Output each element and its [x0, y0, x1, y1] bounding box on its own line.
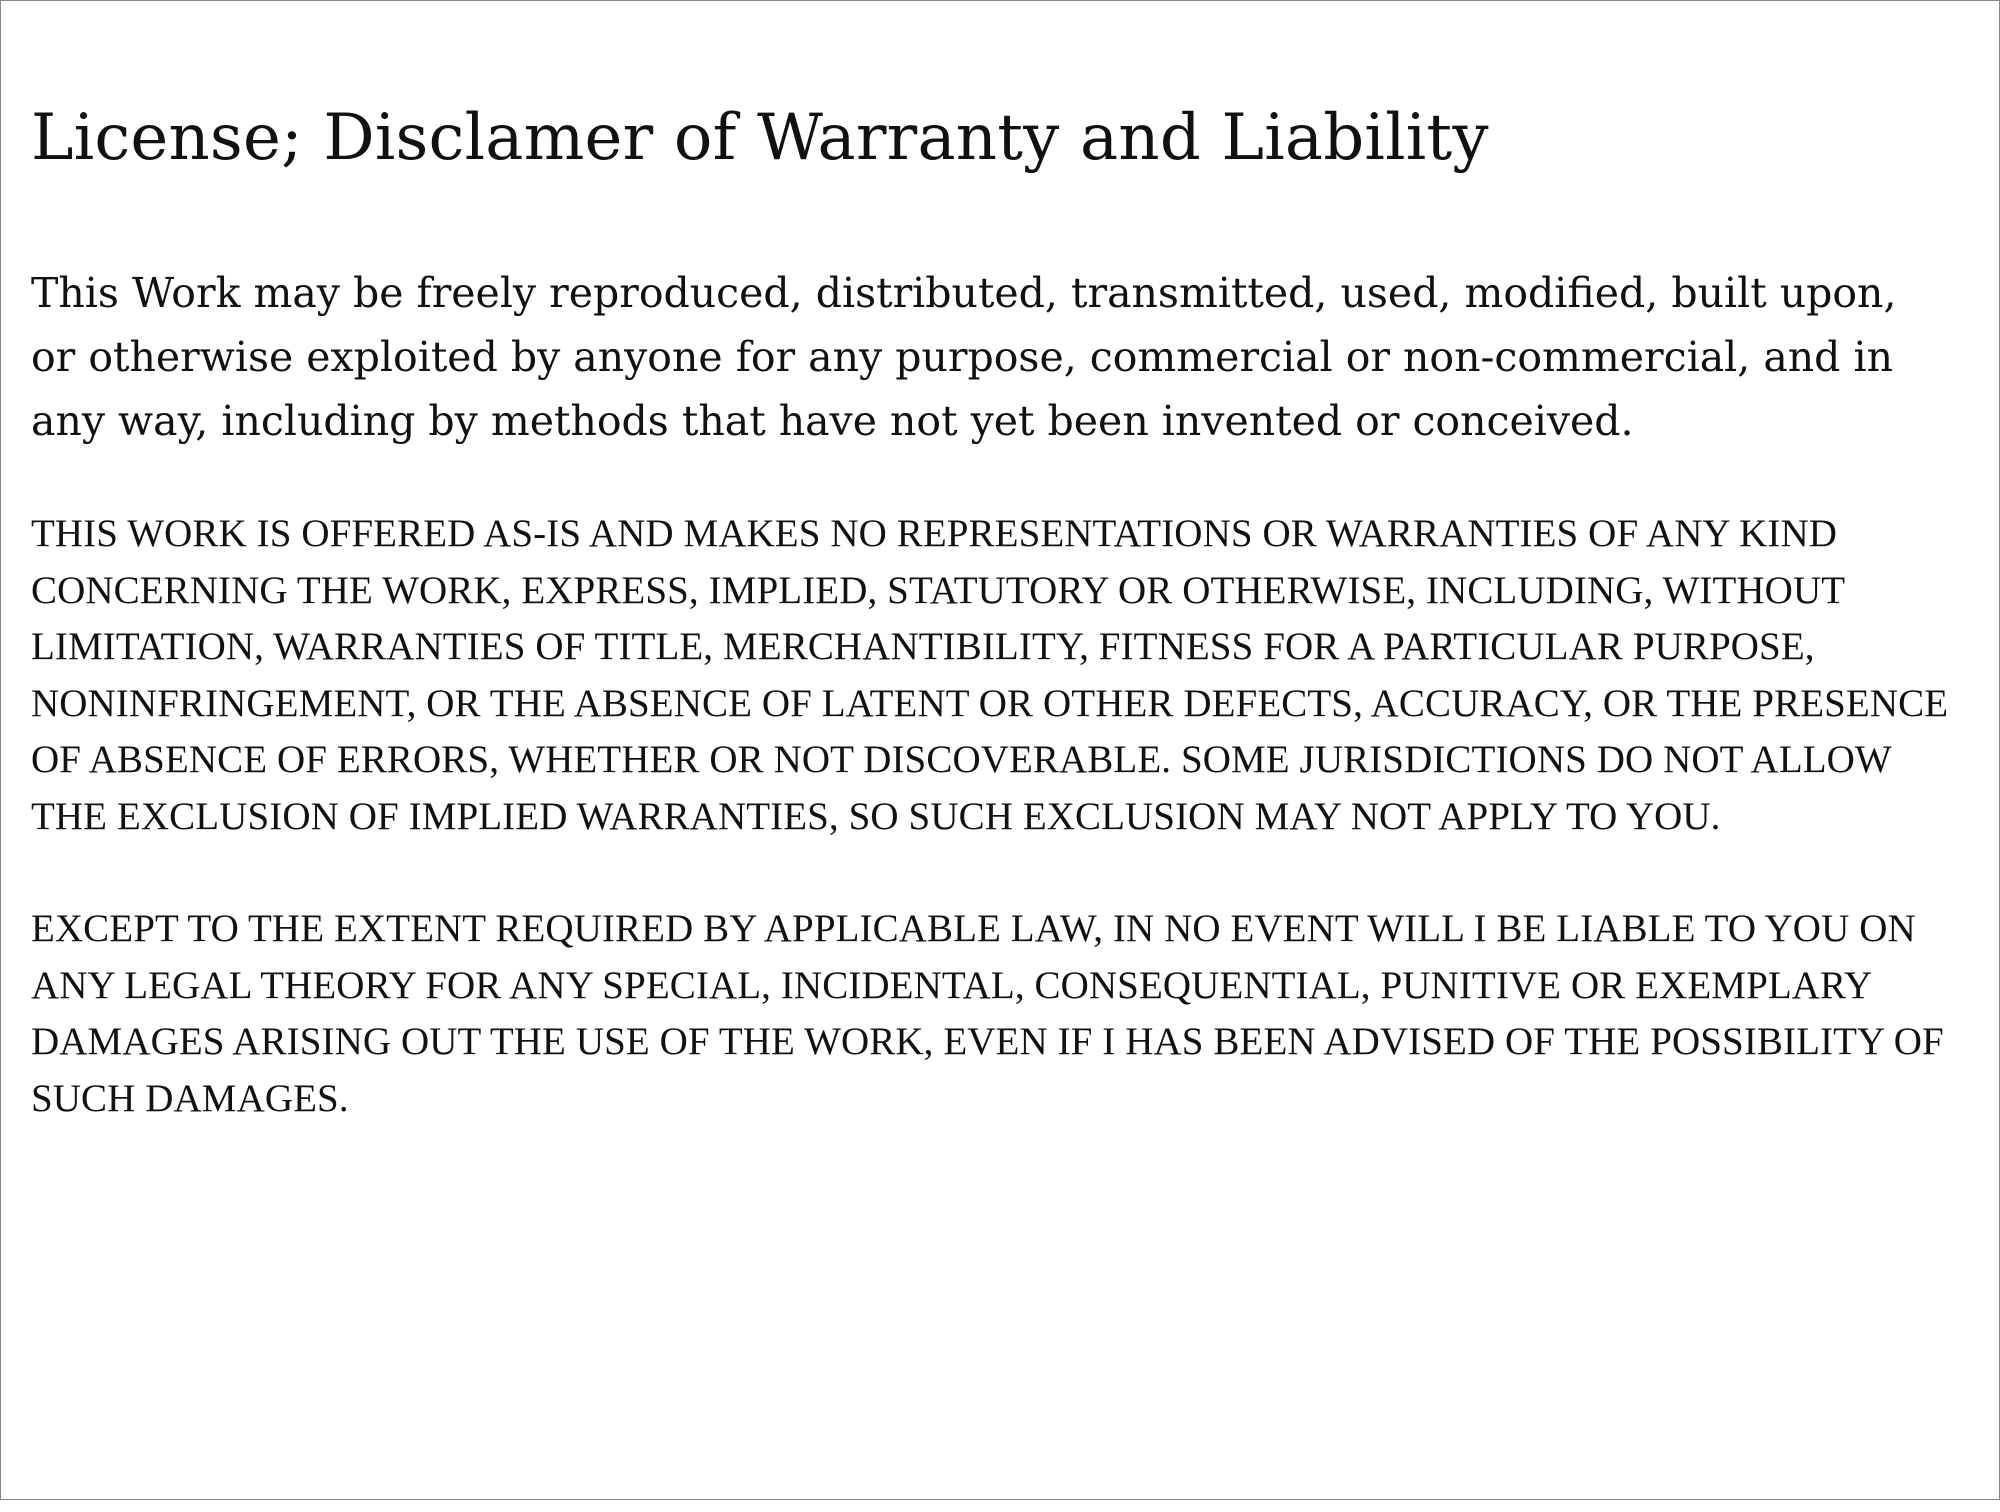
- document-title: License; Disclamer of Warranty and Liability: [31, 101, 1489, 175]
- warranty-disclaimer-paragraph: THIS WORK IS OFFERED AS-IS AND MAKES NO REPRESENTATIONS OR WARRANTIES OF ANY KIND CONCERNING THE WORK, EXPRESS, IMPLIED, STATUTORY OR OTHERWISE, INCLUDING, WITHOUT LIMITATION, WARRANTIES OF TITLE, MERCHANTIBILITY, FITNESS FOR A PARTICULAR PURPOSE, NONINFRINGEMENT, OR THE ABSENCE OF LATENT OR OTHER DEFECTS, ACCURACY, OR THE PRESENCE OF ABSENCE OF ERRORS, WHETHER OR NOT DISCOVERABLE. SOME JURISDICTIONS DO NOT ALLOW THE EXCLUSION OF IMPLIED WARRANTIES, SO SUCH EXCLUSION MAY NOT APPLY TO YOU.: [31, 512, 1949, 838]
- liability-limitation-paragraph: EXCEPT TO THE EXTENT REQUIRED BY APPLICABLE LAW, IN NO EVENT WILL I BE LIABLE TO YOU ON ANY LEGAL THEORY FOR ANY SPECIAL, INCIDENTAL, CONSEQUENTIAL, PUNITIVE OR EXEMPLARY DAMAGES ARISING OUT THE USE OF THE WORK, EVEN IF I HAS BEEN ADVISED OF THE POSSIBILITY OF SUCH DAMAGES.: [31, 907, 1944, 1120]
- document-content: [31, 93, 1981, 1127]
- license-grant-paragraph: This Work may be freely reproduced, distributed, transmitted, used, modified, built upon, or otherwise exploited by anyone for any purpose, commercial or non-commercial, and in any way, including by methods that have not yet been invented or conceived.: [31, 269, 1897, 445]
